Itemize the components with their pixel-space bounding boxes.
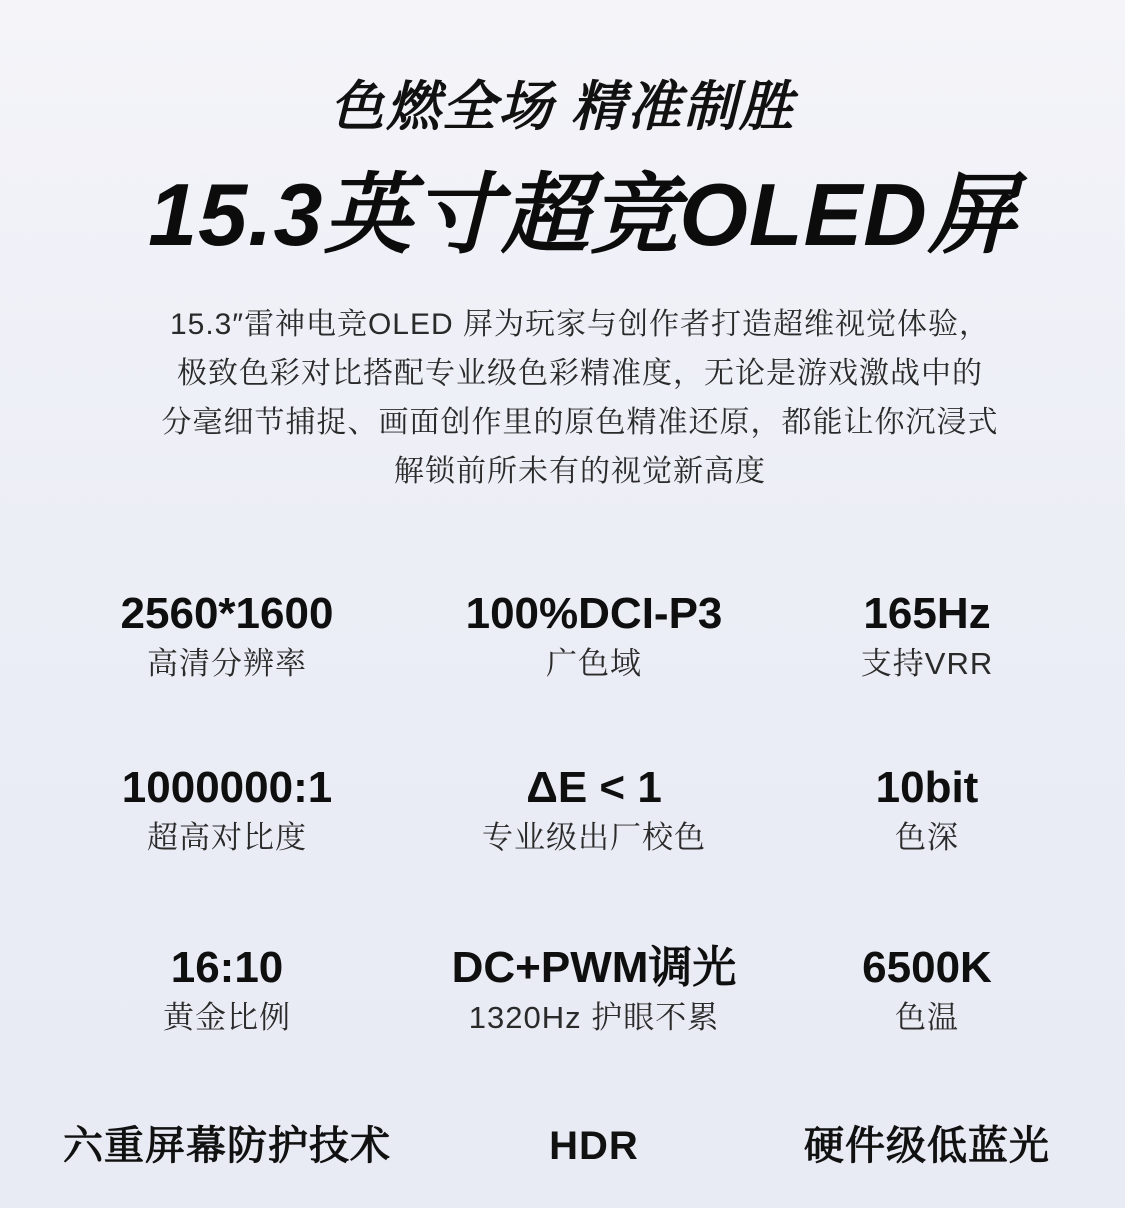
feature-hdr: HDR <box>549 1124 639 1168</box>
description-paragraph <box>0 300 1125 496</box>
spec-value: 100%DCI-P3 <box>465 589 723 638</box>
spec-value: DC+PWM调光 <box>451 943 737 992</box>
spec-color-temperature <box>717 940 1125 1040</box>
spec-label: 支持VRR <box>860 646 994 681</box>
spec-label: 高清分辨率 <box>147 646 307 681</box>
spec-value: ΔE < 1 <box>526 763 662 812</box>
spec-label: 超高对比度 <box>147 820 307 855</box>
spec-label: 1320Hz 护眼不累 <box>468 1000 720 1035</box>
spec-label: 色深 <box>895 820 959 855</box>
description-line: 极致色彩对比搭配专业级色彩精准度，无论是游戏激战中的 <box>177 357 983 390</box>
description-line: 15.3″雷神电竞OLED 屏为玩家与创作者打造超维视觉体验， <box>169 308 991 341</box>
kicker-title: 色燃全场 精准制胜 <box>329 77 795 137</box>
spec-contrast <box>17 760 437 860</box>
spec-value: 16:10 <box>170 943 284 992</box>
spec-refresh-rate <box>717 586 1125 686</box>
spec-value: 2560*1600 <box>120 589 334 638</box>
spec-value: 165Hz <box>863 589 991 638</box>
spec-value: 1000000:1 <box>121 763 333 812</box>
spec-value: 6500K <box>862 943 992 992</box>
headline-title: 15.3英寸超竞OLED屏 <box>148 165 1017 264</box>
feature-screen-protection: 六重屏幕防护技术 <box>63 1124 391 1168</box>
description-line: 分毫细节捕捉、画面创作里的原色精准还原，都能让你沉浸式 <box>161 406 999 439</box>
spec-color-depth <box>717 760 1125 860</box>
spec-label: 广色域 <box>546 646 642 681</box>
spec-value: 10bit <box>875 763 979 812</box>
spec-aspect-ratio <box>17 940 437 1040</box>
feature-low-blue-light: 硬件级低蓝光 <box>804 1124 1050 1168</box>
spec-label: 色温 <box>895 1000 959 1035</box>
spec-resolution <box>17 586 437 686</box>
spec-label: 黄金比例 <box>163 1000 291 1035</box>
spec-label: 专业级出厂校色 <box>482 820 706 855</box>
description-line: 解锁前所未有的视觉新高度 <box>394 455 766 488</box>
